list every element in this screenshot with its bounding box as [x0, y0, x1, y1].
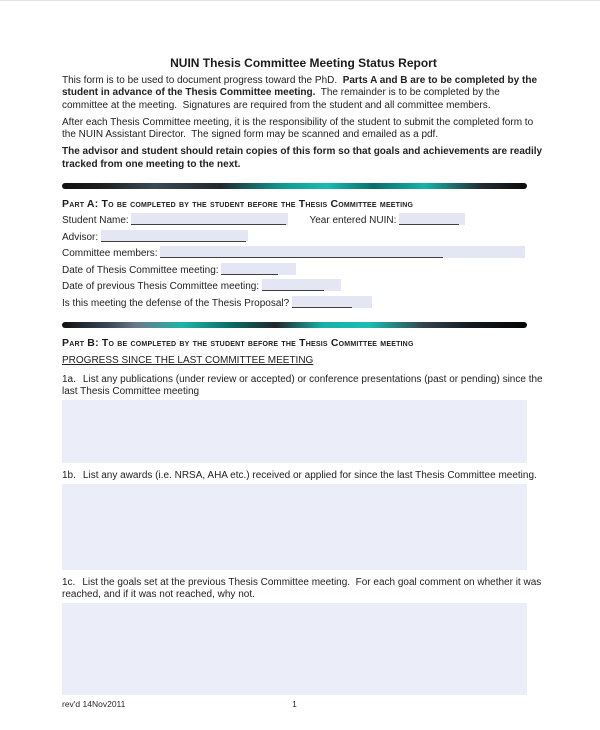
student-name-field[interactable] — [131, 213, 288, 225]
intro-p1-normal: This form is to be used to document progress toward the PhD. — [62, 75, 343, 86]
date-meeting-field[interactable] — [221, 263, 296, 275]
answer-area-1b[interactable] — [62, 484, 527, 570]
committee-members-row — [62, 246, 545, 260]
date-meeting-row — [62, 263, 545, 277]
question-1b — [62, 470, 545, 482]
question-1a-text: List any publications (under review or accepted) or conference presentations (past or pending) since the last Thesis Committee meeting — [62, 373, 546, 398]
document-page — [0, 1, 600, 730]
question-1c-text: List the goals set at the previous Thesis Committee meeting. For each goal comment on whether it was reached, and if it was not reached, why not. — [62, 576, 545, 601]
intro-p1-bold: Parts A and B are to be completed by the student in advance of the Thesis Committee meeting. — [62, 75, 540, 99]
part-a-heading: Part A: To be completed by the student before the Thesis Committee meeting — [62, 198, 414, 211]
student-name-label: Student Name: — [62, 215, 132, 227]
intro-p1-normal-2: The remainder is to be completed by the committee at the meeting. Signatures are required from the student and all committee members. — [62, 87, 503, 111]
page-title: NUIN Thesis Committee Meeting Status Report — [170, 56, 437, 70]
advisor-label: Advisor: — [62, 231, 101, 243]
question-1b-number: 1b. — [62, 470, 76, 482]
advisor-field[interactable] — [101, 230, 248, 242]
question-1c — [62, 577, 545, 602]
committee-members-field[interactable] — [160, 246, 525, 258]
footer-page-number: 1 — [292, 699, 297, 710]
date-meeting-label: Date of Thesis Committee meeting: — [62, 264, 222, 276]
intro-paragraph-1 — [62, 75, 545, 112]
student-name-row — [62, 213, 545, 227]
question-1c-number: 1c. — [62, 576, 76, 588]
question-1a-number: 1a. — [62, 373, 76, 385]
intro-section — [62, 75, 545, 171]
date-previous-meeting-field[interactable] — [262, 279, 341, 291]
page-footer — [62, 699, 527, 709]
answer-area-1c[interactable] — [62, 603, 527, 695]
answer-area-1a[interactable] — [62, 400, 527, 463]
committee-members-label: Committee members: — [62, 248, 161, 260]
part-b-heading: Part B: To be completed by the student before the Thesis Committee meeting — [62, 336, 414, 349]
section-divider-middle — [62, 322, 527, 328]
proposal-defense-label: Is this meeting the defense of the Thesis Proposal? — [62, 297, 292, 309]
proposal-defense-field[interactable] — [292, 296, 372, 308]
intro-paragraph-2: After each Thesis Committee meeting, it is the responsibility of the student to submit the completed form to the NUIN Assistant Director. The signed form may be scanned and emailed as a pdf. — [62, 116, 536, 141]
footer-revision: rev'd 14Nov2011 — [62, 699, 126, 710]
year-entered-field[interactable] — [399, 213, 465, 225]
year-entered-label: Year entered NUIN: — [309, 215, 400, 227]
proposal-defense-row — [62, 296, 545, 310]
intro-paragraph-3: The advisor and student should retain copies of this form so that goals and achievements are readily tracked from one meeting to the next. — [62, 146, 545, 170]
progress-heading: PROGRESS SINCE THE LAST COMMITTEE MEETING — [62, 354, 314, 366]
part-a-fields — [62, 213, 545, 310]
question-1b-text: List any awards (i.e. NRSA, AHA etc.) received or applied for since the last Thesis Committee meeting. — [82, 470, 537, 482]
advisor-row — [62, 230, 545, 244]
question-1a — [62, 374, 545, 399]
date-previous-meeting-label: Date of previous Thesis Committee meeting: — [62, 281, 262, 293]
date-previous-meeting-row — [62, 279, 545, 293]
section-divider-top — [62, 183, 527, 189]
